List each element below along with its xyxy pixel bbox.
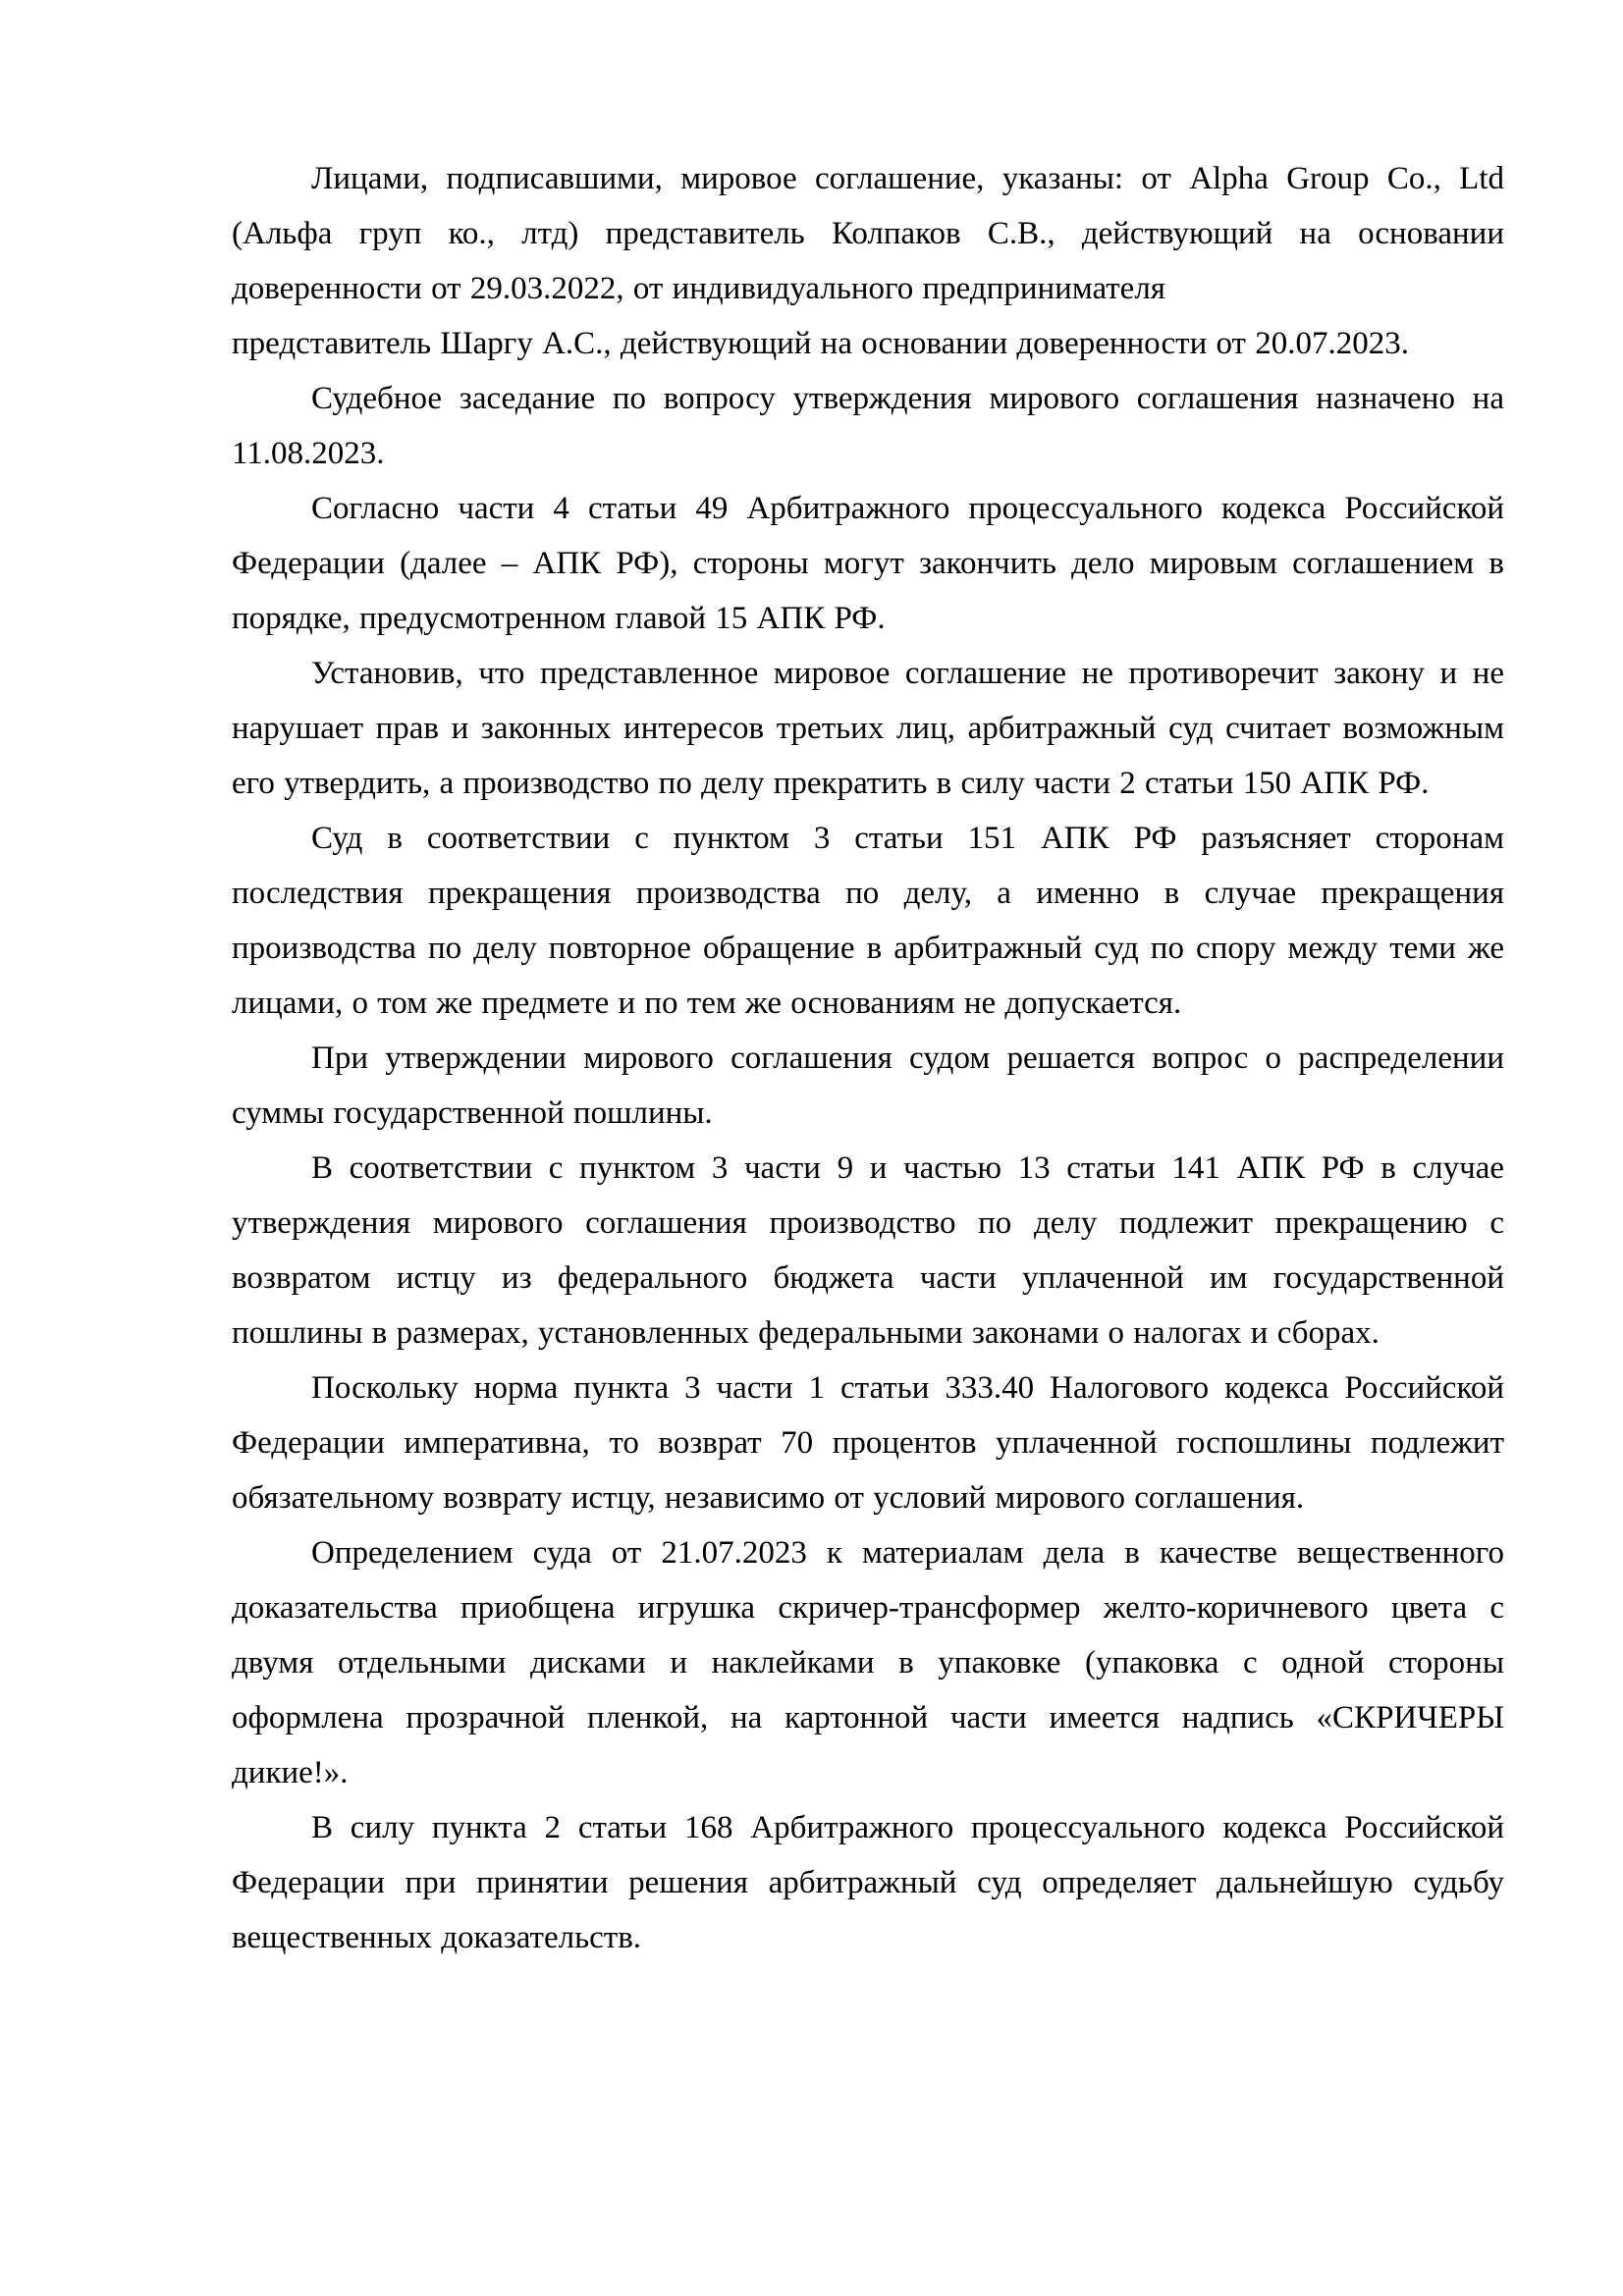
paragraph: Суд в соответствии с пунктом 3 статьи 151 АПК РФ разъясняет сторонам последствия прекращения производства по делу, а именно в случае прекращения производства по делу повторное обращение в арбитражный суд по спору между теми же лицами, о том же предмете и по тем же основаниям не допускается. [232, 821, 1504, 1021]
paragraph: В соответствии с пунктом 3 части 9 и частью 13 статьи 141 АПК РФ в случае утверждения мирового соглашения производство по делу подлежит прекращению с возвратом истцу из федерального бюджета части уплаченной им государственной пошлины в размерах, установленных федеральными законами о налогах и сборах. [232, 1150, 1504, 1351]
document-body [232, 151, 1504, 1965]
paragraph: При утверждении мирового соглашения судом решается вопрос о распределении суммы государственной пошлины. [232, 1041, 1504, 1131]
paragraph: Лицами, подписавшими, мировое соглашение, указаны: от Alpha Group Co., Ltd (Альфа груп ко., лтд) представитель Колпаков С.В., действующий на основании доверенности от 29.03.2022, от индивидуального предпринимателя представитель Шаргу А.С., действующий на основании доверенности от 20.07.2023. [232, 161, 1504, 361]
paragraph: Согласно части 4 статьи 49 Арбитражного процессуального кодекса Российской Федерации (далее – АПК РФ), стороны могут закончить дело мировым соглашением в порядке, предусмотренном главой 15 АПК РФ. [232, 491, 1504, 636]
paragraph: Судебное заседание по вопросу утверждения мирового соглашения назначено на 11.08.2023. [232, 381, 1504, 471]
paragraph: Установив, что представленное мировое соглашение не противоречит закону и не нарушает прав и законных интересов третьих лиц, арбитражный суд считает возможным его утвердить, а производство по делу прекратить в силу части 2 статьи 150 АПК РФ. [232, 656, 1504, 801]
paragraph: Определением суда от 21.07.2023 к материалам дела в качестве вещественного доказательства приобщена игрушка скричер-трансформер желто-коричневого цвета с двумя отдельными дисками и наклейками в упаковке (упаковка с одной стороны оформлена прозрачной пленкой, на картонной части имеется надпись «СКРИЧЕРЫ дикие!». [232, 1535, 1504, 1790]
paragraph: В силу пункта 2 статьи 168 Арбитражного процессуального кодекса Российской Федерации при принятии решения арбитражный суд определяет дальнейшую судьбу вещественных доказательств. [232, 1810, 1504, 1955]
paragraph: Поскольку норма пункта 3 части 1 статьи 333.40 Налогового кодекса Российской Федерации императивна, то возврат 70 процентов уплаченной госпошлины подлежит обязательному возврату истцу, независимо от условий мирового соглашения. [232, 1370, 1504, 1516]
